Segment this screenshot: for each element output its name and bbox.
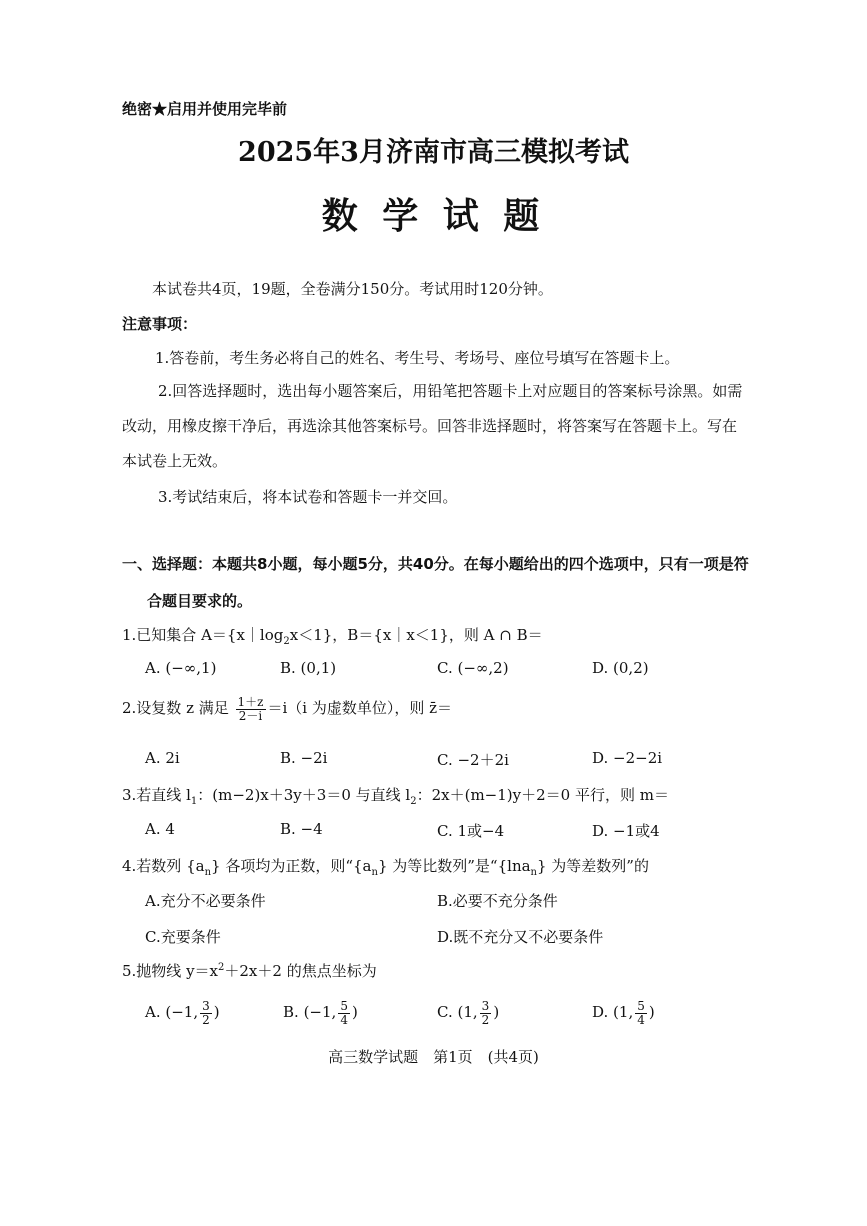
option-prefix: (−1, xyxy=(165,1003,199,1022)
question-4-middle-2: } 为等比数列”是“{lna xyxy=(377,857,531,875)
question-3-option-c: C. 1或−4 xyxy=(437,822,505,840)
question-4-option-b: B.必要不充分条件 xyxy=(437,892,558,910)
question-2-fraction xyxy=(236,696,266,722)
question-3-prefix: 3.若直线 l xyxy=(122,786,191,804)
fraction-denominator: 2 xyxy=(481,1012,490,1027)
question-1-rest: x＜1}，B＝{x｜x＜1}，则 A ∩ B＝ xyxy=(289,626,543,644)
question-1-set-a: A＝{x｜log xyxy=(201,626,284,644)
option-fraction xyxy=(338,1000,350,1026)
option-label: A. xyxy=(145,1003,161,1022)
question-5-exponent: 2 xyxy=(218,962,225,973)
question-1 xyxy=(122,624,543,647)
question-3-option-a: A. 4 xyxy=(145,820,175,838)
option-fraction xyxy=(200,1000,212,1026)
question-2-option-a: A. 2i xyxy=(145,749,180,767)
question-2-option-b: B. −2i xyxy=(280,749,328,767)
fraction-denominator: 2 xyxy=(202,1012,210,1027)
note-item-2-line-2: 改动，用橡皮擦干净后，再选涂其他答案标号。回答非选择题时，将答案写在答题卡上。写在 xyxy=(122,417,738,435)
question-4 xyxy=(122,855,649,878)
question-1-option-a: A. (−∞,1) xyxy=(145,659,217,677)
question-4-sub-3: n xyxy=(530,867,537,878)
question-5 xyxy=(122,960,377,981)
question-2-prefix: 2.设复数 z 满足 xyxy=(122,699,234,718)
question-1-option-b: B. (0,1) xyxy=(280,659,337,677)
subject-title: 数 学 试 题 xyxy=(321,195,546,237)
option-suffix: ) xyxy=(493,1003,500,1022)
exam-title: 2025年3月济南市高三模拟考试 xyxy=(238,137,629,168)
question-3-sub-1: 1 xyxy=(190,796,198,807)
fraction-denominator: 4 xyxy=(340,1012,348,1027)
section-heading-line-2: 合题目要求的。 xyxy=(147,592,253,610)
option-fraction xyxy=(480,1000,492,1026)
question-2-fraction-denominator: 2－i xyxy=(238,708,263,723)
fraction-numerator: 5 xyxy=(340,999,348,1013)
section-heading-line-1: 一、选择题：本题共8小题，每小题5分，共40分。在每小题给出的四个选项中，只有一项是符 xyxy=(122,555,749,573)
question-4-suffix: } 为等差数列”的 xyxy=(537,857,649,875)
question-5-option-a xyxy=(145,1000,220,1026)
question-3-suffix: ：2x＋(m−1)y＋2＝0 平行，则 m＝ xyxy=(416,786,669,804)
question-5-suffix: ＋2x＋2 的焦点坐标为 xyxy=(224,962,377,980)
question-1-option-d: D. (0,2) xyxy=(592,659,649,677)
option-label: B. xyxy=(283,1003,299,1022)
fraction-numerator: 5 xyxy=(637,999,645,1013)
question-5-option-d xyxy=(592,1000,655,1026)
option-prefix: (1, xyxy=(457,1003,478,1022)
confidential-label: 绝密★启用并使用完毕前 xyxy=(122,100,288,118)
option-suffix: ) xyxy=(213,1003,220,1022)
question-2-suffix: ＝i（i 为虚数单位），则 z̄＝ xyxy=(267,699,453,718)
question-1-option-c: C. (−∞,2) xyxy=(437,659,509,677)
note-item-1: 1.答卷前，考生务必将自己的姓名、考生号、考场号、座位号填写在答题卡上。 xyxy=(155,349,680,367)
question-4-option-a: A.充分不必要条件 xyxy=(145,892,266,910)
option-suffix: ) xyxy=(351,1003,358,1022)
question-4-option-c: C.充要条件 xyxy=(145,928,221,946)
note-item-3: 3.考试结束后，将本试卷和答题卡一并交回。 xyxy=(158,488,458,506)
question-2-option-c: C. −2＋2i xyxy=(437,751,509,769)
option-fraction xyxy=(635,1000,647,1026)
question-4-option-d: D.既不充分又不必要条件 xyxy=(437,928,604,946)
note-item-2-line-3: 本试卷上无效。 xyxy=(122,452,228,470)
question-3-sub-2: 2 xyxy=(410,796,417,807)
question-2-option-d: D. −2−2i xyxy=(592,749,663,767)
page-footer: 高三数学试题 第1页 (共4页) xyxy=(328,1048,539,1066)
option-prefix: (−1, xyxy=(303,1003,337,1022)
fraction-numerator: 3 xyxy=(202,999,210,1013)
option-suffix: ) xyxy=(648,1003,655,1022)
question-3-middle: ：(m−2)x＋3y＋3＝0 与直线 l xyxy=(197,786,411,804)
note-item-2-line-1: 2.回答选择题时，选出每小题答案后，用铅笔把答题卡上对应题目的答案标号涂黑。如需 xyxy=(158,382,743,400)
fraction-denominator: 4 xyxy=(637,1012,645,1027)
question-1-prefix: 1.已知集合 xyxy=(122,626,202,644)
question-4-sub-1: n xyxy=(204,867,212,878)
question-1-log-base: 2 xyxy=(283,636,290,647)
option-label: C. xyxy=(437,1003,453,1022)
question-5-option-c xyxy=(437,1000,499,1026)
question-5-option-b xyxy=(283,1000,358,1026)
question-3 xyxy=(122,784,669,807)
question-2 xyxy=(122,696,452,722)
notes-heading: 注意事项： xyxy=(122,315,198,333)
question-5-prefix: 5.抛物线 y＝x xyxy=(122,962,219,980)
question-3-option-b: B. −4 xyxy=(280,820,323,838)
intro-text: 本试卷共4页，19题，全卷满分150分。考试用时120分钟。 xyxy=(152,280,553,298)
question-4-middle-1: } 各项均为正数，则“{a xyxy=(211,857,372,875)
question-2-fraction-numerator: 1＋z xyxy=(237,695,264,709)
question-4-prefix: 4.若数列 {a xyxy=(122,857,205,875)
option-label: D. xyxy=(592,1003,609,1022)
fraction-numerator: 3 xyxy=(481,999,490,1013)
question-3-option-d: D. −1或4 xyxy=(592,822,660,840)
option-prefix: (1, xyxy=(613,1003,634,1022)
question-4-sub-2: n xyxy=(371,867,378,878)
